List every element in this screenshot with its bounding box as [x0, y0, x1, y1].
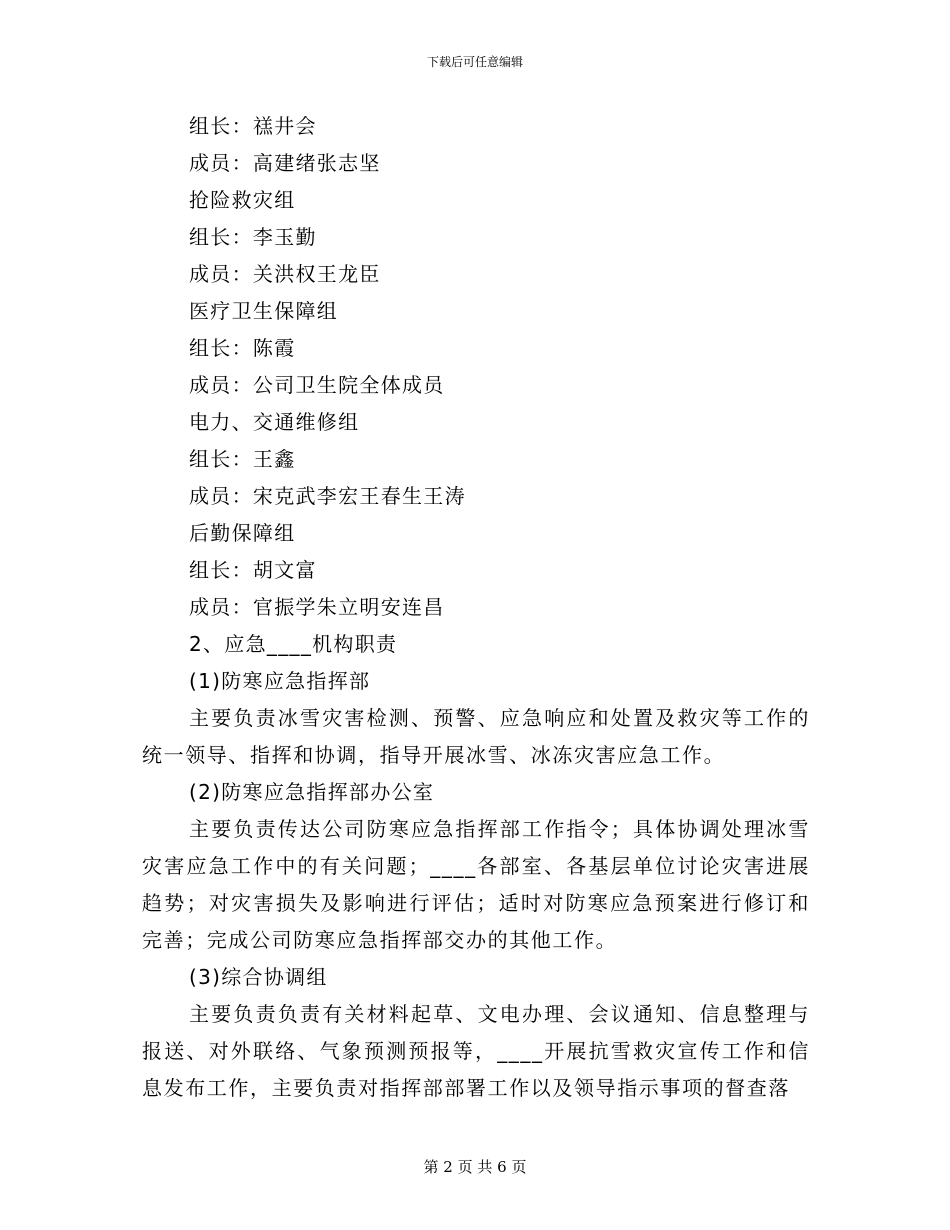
document-body: [142, 108, 810, 1107]
text-line: 后勤保障组: [189, 521, 296, 545]
page-header: 下载后可任意编辑: [426, 55, 523, 69]
text-line: 成员：宋克武李宏王春生王涛: [189, 484, 466, 508]
section-heading: 2、应急____机构职责: [189, 632, 398, 656]
text-line: 成员：关洪权王龙臣: [189, 262, 381, 286]
text-line: 组长：禚井会: [189, 114, 317, 138]
page-footer: 第 2 页 共 6 页: [423, 1158, 527, 1176]
text-line: 成员：高建绪张志坚: [189, 151, 381, 175]
text-line: 组长：陈霞: [189, 336, 296, 360]
subsection-heading: (2)防寒应急指挥部办公室: [189, 780, 435, 804]
text-line: 成员：官振学朱立明安连昌: [189, 595, 445, 619]
paragraph: 主要负责传达公司防寒应急指挥部工作指令；具体协调处理冰雪灾害应急工作中的有关问题；____各部室、各基层单位讨论灾害进展趋势；对灾害损失及影响进行评估；适时对防寒应急预案进行修订和完善；完成公司防寒应急指挥部交办的其他工作。: [142, 817, 810, 952]
text-line: 抢险救灾组: [189, 188, 296, 212]
text-line: 电力、交通维修组: [189, 410, 360, 434]
subsection-heading: (1)防寒应急指挥部: [189, 669, 371, 693]
text-line: 组长：王鑫: [189, 447, 296, 471]
paragraph: 主要负责负责有关材料起草、文电办理、会议通知、信息整理与报送、对外联络、气象预测预报等，____开展抗雪救灾宣传工作和信息发布工作，主要负责对指挥部部署工作以及领导指示事项的督查落: [142, 1002, 810, 1100]
text-line: 组长：李玉勤: [189, 225, 317, 249]
subsection-heading: (3)综合协调组: [189, 965, 328, 989]
text-line: 医疗卫生保障组: [189, 299, 339, 323]
paragraph: 主要负责冰雪灾害检测、预警、应急响应和处置及救灾等工作的统一领导、指挥和协调，指导开展冰雪、冰冻灾害应急工作。: [142, 706, 810, 767]
text-line: 组长：胡文富: [189, 558, 317, 582]
text-line: 成员：公司卫生院全体成员: [189, 373, 445, 397]
